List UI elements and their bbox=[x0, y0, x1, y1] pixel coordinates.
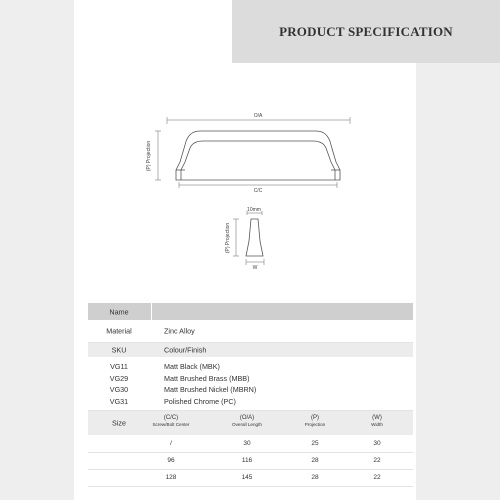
table-cell: 22 bbox=[373, 457, 381, 464]
sku-list-row bbox=[88, 357, 413, 411]
specification-table bbox=[88, 303, 413, 487]
material-row bbox=[88, 320, 413, 343]
oa-column-header: (O/A) Overall Length bbox=[232, 415, 262, 427]
table-cell: 128 bbox=[165, 474, 177, 481]
name-row bbox=[88, 303, 413, 320]
projection-label: (P) Projection bbox=[146, 140, 152, 172]
side-top-label: 10mm bbox=[247, 207, 261, 213]
material-value: Zinc Alloy bbox=[164, 326, 195, 336]
sku-item: VG30 bbox=[109, 385, 129, 394]
sku-item: VG31 bbox=[109, 396, 129, 406]
side-view-handle bbox=[246, 219, 263, 256]
table-cell: 25 bbox=[311, 440, 319, 447]
w-column-header: (W) Width bbox=[371, 415, 383, 427]
table-cell: 96 bbox=[167, 457, 175, 464]
width-label: W bbox=[252, 265, 258, 271]
table-row bbox=[88, 470, 413, 487]
sku-label: SKU bbox=[111, 345, 127, 355]
cc-column-header: (C/C) Screw/Bolt Center bbox=[152, 415, 190, 427]
sku-header-row bbox=[88, 343, 413, 357]
size-header-row bbox=[88, 411, 413, 435]
table-cell: 116 bbox=[241, 457, 253, 464]
table-cell: 28 bbox=[311, 457, 319, 464]
table-cell: 145 bbox=[241, 474, 253, 481]
finish-label: Colour/Finish bbox=[164, 345, 207, 355]
finish-item: Matt Brushed Brass (MBB) bbox=[164, 373, 250, 383]
side-projection-dimension bbox=[233, 219, 239, 256]
size-label: Size bbox=[112, 418, 126, 428]
sku-item: VG11 bbox=[110, 362, 128, 371]
table-cell: 30 bbox=[373, 440, 381, 447]
table-cell: 22 bbox=[373, 474, 381, 481]
side-projection-label: (P) Projection bbox=[225, 222, 231, 254]
finish-item: Matt Brushed Nickel (MBRN) bbox=[164, 385, 257, 394]
p-column-header: (P) Projection bbox=[304, 415, 326, 427]
centres-label: C/C bbox=[253, 188, 263, 194]
material-label: Material bbox=[106, 326, 132, 336]
table-row bbox=[88, 435, 413, 453]
sku-item: VG29 bbox=[109, 373, 129, 383]
front-view-handle bbox=[176, 131, 340, 180]
projection-dimension bbox=[155, 131, 161, 180]
finish-item: Polished Chrome (PC) bbox=[164, 396, 236, 406]
table-cell: / bbox=[170, 440, 172, 447]
finish-item: Matt Black (MBK) bbox=[164, 362, 220, 371]
table-cell: 28 bbox=[311, 474, 319, 481]
sku-list bbox=[88, 361, 150, 407]
table-cell: 30 bbox=[243, 440, 251, 447]
name-label: Name bbox=[109, 307, 129, 316]
page-title: PRODUCT SPECIFICATION bbox=[279, 23, 453, 39]
finish-list bbox=[164, 361, 256, 407]
overall-length-label: O/A bbox=[253, 113, 263, 119]
table-row bbox=[88, 453, 413, 470]
